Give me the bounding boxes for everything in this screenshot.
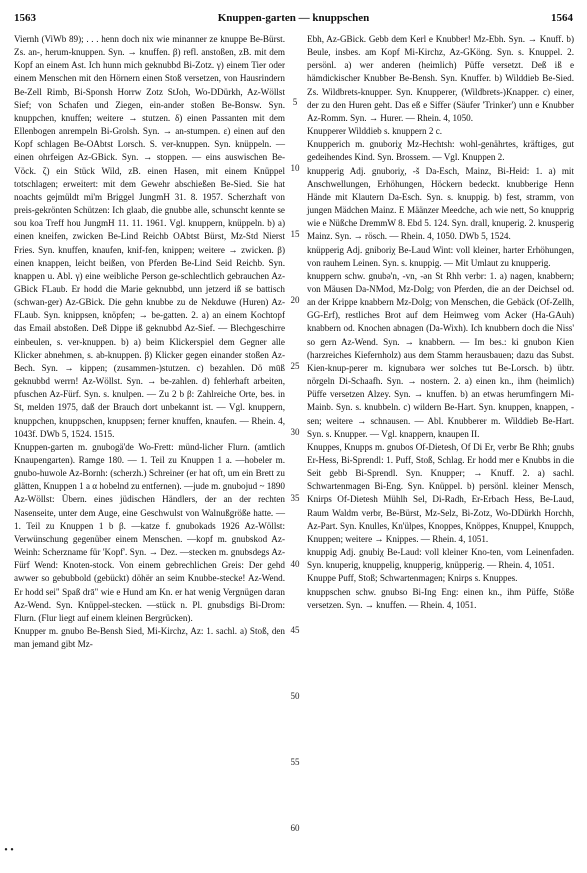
entry-knuepperig: knüpperig Adj. gniboriχ Be-Laud Wint: voll kleiner, harter Erhöhungen, von rauhem Leinen. Syn. s. knuppig. — Mit Umlaut zu knupperig. (307, 244, 574, 268)
running-head: Knuppen-garten — knuppschen (217, 12, 370, 24)
line-number: 55 (290, 757, 300, 767)
entry-knuppig: knuppig Adj. gnubiχ Be-Laud: voll kleiner Kno-ten, vom Leinenfaden. Syn. knuperig, knuppelig, knupperig, knüpperig. — Rhein. 4, 1051. (307, 547, 574, 571)
line-number: 25 (290, 361, 300, 371)
line-number: 40 (290, 559, 300, 569)
line-number: 60 (290, 823, 300, 833)
line-number: 35 (290, 493, 300, 503)
line-number: 45 (290, 625, 300, 635)
line-number: 30 (290, 427, 300, 437)
ornament-mark: • • (4, 845, 14, 856)
entry-knuppern: knuppern schw. gnubə'n, -vn, -ən St Rhh verbr: 1. a) nagen, knabbern; von Mäusen Da-NMod, Mz-Dolg; von Pferden, die an der Deichsel od. an der Krippe knabbern Mz-Dolg; von Menschen, die Gebäck (Of-Zellh, GG-Erf), restliches Brot auf dem Heimweg vom Acker (Ha-GAuh) knabbern od. Knochen abnagen (Da-Wixh). Ich knubbern doch die Niss' so gern Az-Wend. Syn. → knabbern. — Im bes.: ki gnubon Kien (harzreiches Kiefernholz) aus dem Stamm herausbauen; dazu das Subst. Kien-knup-perer m. kignubərə wer solches tut Be-Lorsch. b) übtr. nörgeln Di-Schaafh. Syn. → nostern. 2. a) einen kn., ihm (heimlich) Püffe versetzen Alzey. Syn. → knuffen. b) an etwas herumfingern Mi-Mainb. Syn. s. knubbeln. c) wildern Be-Hart. Syn. knuppen, knappen, -sen; weitere → schnausen. — Abl. Knubberer m. Wilddieb Be-Hart. Syn. s. Knupper. — Vgl. knappern, knaupen II. (307, 270, 574, 439)
right-column (307, 33, 574, 612)
entry-knupper: Knupper m. gnubo Be-Bensh Sied, Mi-Kirchz, Az: 1. sachl. a) Stoß, den man jemand gibt Mz- (14, 626, 285, 650)
line-number: 10 (290, 163, 300, 173)
entry-knuppes: Knuppes, Knupps m. gnubos Of-Dietesh, Of Di Er, verbr Be Rhh; gnubs Er-Hess, Bi-Sprendl: 1. Puff, Stoß, Schlag. Er hodd mer e Knubbs in die Seit gebb Bi-Sprendl. Syn. Knupper; → Knuff. 2. a) sachl. Schwartenmagen Bi-Eng. Syn. Knüppel. b) persönl. kleiner Mensch, Knirps Of-Dietesh Mühlh Sel, Di-Radh, Er-Erbach Hess, Be-Laud, Raum Waldm verbr, Be-Bürst, Mz-Selz, Bi-Zotz, Wo-DDürkh Horchh, Az-Part. Syn. Knulles, Kn'ülpes, Knoppes, Knöppes, Knuppel, Knuppch, Knuppen; weitere → Knippes. — Rhein. 4, 1051. (307, 441, 574, 544)
line-number: 5 (292, 97, 298, 107)
right-page-number: 1564 (551, 12, 573, 24)
entry-knupper-continued: Ebh, Az-GBick. Gebb dem Kerl e Knubber! Mz-Ebh. Syn. → Knuff. b) Beule, insbes. am Kopf Mi-Kirchz, Az-GKöng. Syn. s. Knuppel. 2. persönl. a) wer anderen (heimlich) Püffe versetzt. Deß iß e hämdickischer Knubber Be-Bensh. Syn. Knuffer. b) Wilddieb Be-Sied. Zs. Wildbrets-knupper. Syn. Knupperer, (Wildbrets-)Knapper. c) einer, der zu den Huren geht. Das eß e Siffer (Säufer 'Trinker') unn e Knubber Az-Romm. Syn. → Hurer. — Rhein. 4, 1050. (307, 34, 574, 123)
entry-knupperich: Knupperich m. gnuboriχ Mz-Hechtsh: wohl-genährtes, kräftiges, gut gedeihendes Kind. Syn. Brossem. — Vgl. Knuppen 2. (307, 139, 574, 163)
line-number: 20 (290, 295, 300, 305)
line-number: 15 (290, 229, 300, 239)
left-column (14, 33, 285, 651)
left-page-number: 1563 (14, 12, 36, 24)
entry-knupperig: knupperig Adj. gnuboriχ, -š Da-Esch, Mainz, Bi-Heid: 1. a) mit Anschwellungen, Erhöhungen, Höckern bedeckt. knubberige Henn Hände mit Klautern Da-Esch. Syn. s. knuppig. b) fest, stramm, von jungen Mädchen Mainz. E Määnzer Meedche, ach wie nett, So knupprig wie e Nüßche DremmW 8. Ebd 5. 124. Syn. drall, knuperig. 2. knusperig Mainz. Syn. → rösch. — Rhein. 4, 1050. DWb 5, 1524. (307, 165, 574, 242)
entry-knuppen-garten: Knuppen-garten m. gnubogä'de Wo-Frett: münd-licher Flurn. (amtlich Knaupengarten). Ramge 180. — 1. Teil zu Knuppen 1 a. —hobeler m. gnubo-huwole Az-Bornh: (scherzh.) Schreiner (er hat oft, um ein Brett zu glätten, Knuppen 1 a α hobelnd zu entfernen). —jude m. gnubojud ~ 1890 Az-Wöllst: Übern. eines jüdischen Händlers, der an der rechten Nasenseite, unter dem Auge, eine Geschwulst von Walnußgröße hatte. — 1. Teil zu Knuppen 1 b β. —katze f. gnubokads 1926 Az-Wöllst: Verwünschung gegenüber einem Menschen. —kopf m. gnubskod Az-Weinh: Scherzname für 'Kopf'. Syn. → Dez. —stecken m. gnubsdegs Az-Fürf Wend: Knoten-stock. Von einem gebrechlichen Greis: Der gehd awwer so gebubbold (gebückt) döhër an seim Knubbe-stecke! Az-Wend. Er hodd sei" Spaß drā" wie e Hund am Kn. er hat wenig Vergnügen daran Az-Wend. Syn. Knüppel-stecken. —stück n. Pl. gnubsdigs Bi-Drom: Flurn. (Flur liegt auf einem kleinen Bergrücken). (14, 441, 285, 623)
entry-knupps: Knuppe Puff, Stoß; Schwartenmagen; Knirps s. Knuppes. (307, 573, 518, 584)
line-number: 50 (290, 691, 300, 701)
entry-knuppschen: knuppschen schw. gnubso Bi-Ing Eng: einen kn., ihm Püffe, Stöße versetzen. Syn. → knuffen. — Rhein. 4, 1051. (307, 586, 574, 610)
entry-knuppen-continued: Viernh (ViWb 89); . . . henn doch nix wie minanner ze knuppe Be-Bürst. Zs. an-, herum-knuppen. Syn. → knuffen. β) refl. anstoßen, zB. mit dem Kopf an einem Ast. Ich hunn mich geknubbd Bi-Zotz. γ) einem Tier oder einem Menschen mit den Hörnern einen Stoß versetzen, von Hausrindern Be-Zell Rimb, Bi-Sponsh Horrw Zotz StJoh, Wo-DDürkh, Az-Wöllst Sief; von Schafen und Ziegen, ein-ander stoßen Be-Bonsw. Syn. knuppchen, knuffen; weitere → stutzen. δ) einen Passanten mit dem Ellenbogen anrempeln Bi-Grolsh. Syn. → an-stumpen. ε) einen auf den Kopf schlagen Be-OAbtst Lorsch. S. ver-knuppen. Syn. knüppeln. — einen ohrfeigen Az-GBick. Syn. → stoppen. — eins auswischen Be-Vöck. ζ) ein Stück Wild, zB. einen Hasen, mit einem Knüppel totschlagen; erweitert: mit dem Gewehr abschießen Be-Sied. Sie hat noachts gejmüldt mi'm Briggel JungmH 31. 8. 1957. Scherzhaft von preis-gekrönten Schützen: Ich glaab, die gnubbe alle, schunscht kennte se sou koa Treff hou JungmH 11. 11. 1961. Vgl. knuppern, knüppeln. b) a) einen kneifen, zwicken Be-Lind Reichb OAbtst Bürst, Mz-Std Nierst Fries. Syn. knuffen, knaufen, knif-fen, knippen; weitere → zwicken. β) einen knappen, leicht beißen, von Pferden Be-Lind Seid Reichb. Syn. knappen u. Abl. γ) eine weibliche Person ge-schlechtlich gebrauchen Az-GBick FLaub. Er hodd die Marie geknubbd, unn jetzerd iß se battisch (schwan-ger) Az-GBick. Die gehn knubbe zu de Nekduwe (Huren) Az-FLaub. Syn. knippsen, knöpfen; → be-gatten. 2. a) an einem Kochtopf das Email abstoßen. Deß Dippe iß geknubbd Az-Sief. — Blechgeschirre einbeulen, s. ver-knuppen. b) a) beim Klickerspiel dem Gegner alle Klicker abnehmen, s. ab-knuppen. β) Klicker gegen einander stoßen Az-Bech. Syn. → kippen; (zusammen-)stutzen. c) bezahlen. Dö mūß geknubbd werrn! Az-Wöllst. Syn. → be-zahlen. d) fehlerhaft arbeiten, pfuschen Az-Fürf. Syn. s. knulpen. — Zu 2 b β: Zahlreiche Orte, bes. in St, melden 1975, daß der Brauch dort unbekannt ist. — Vgl. knuppern, knuppchen, knuppschen, knuppsen; ferner knuffen, knaufen. — Rhein. 4, 1043f. DWb 5, 1524. 1515. (14, 34, 285, 439)
entry-knupperer: Knupperer Wilddieb s. knuppern 2 c. (307, 126, 443, 137)
